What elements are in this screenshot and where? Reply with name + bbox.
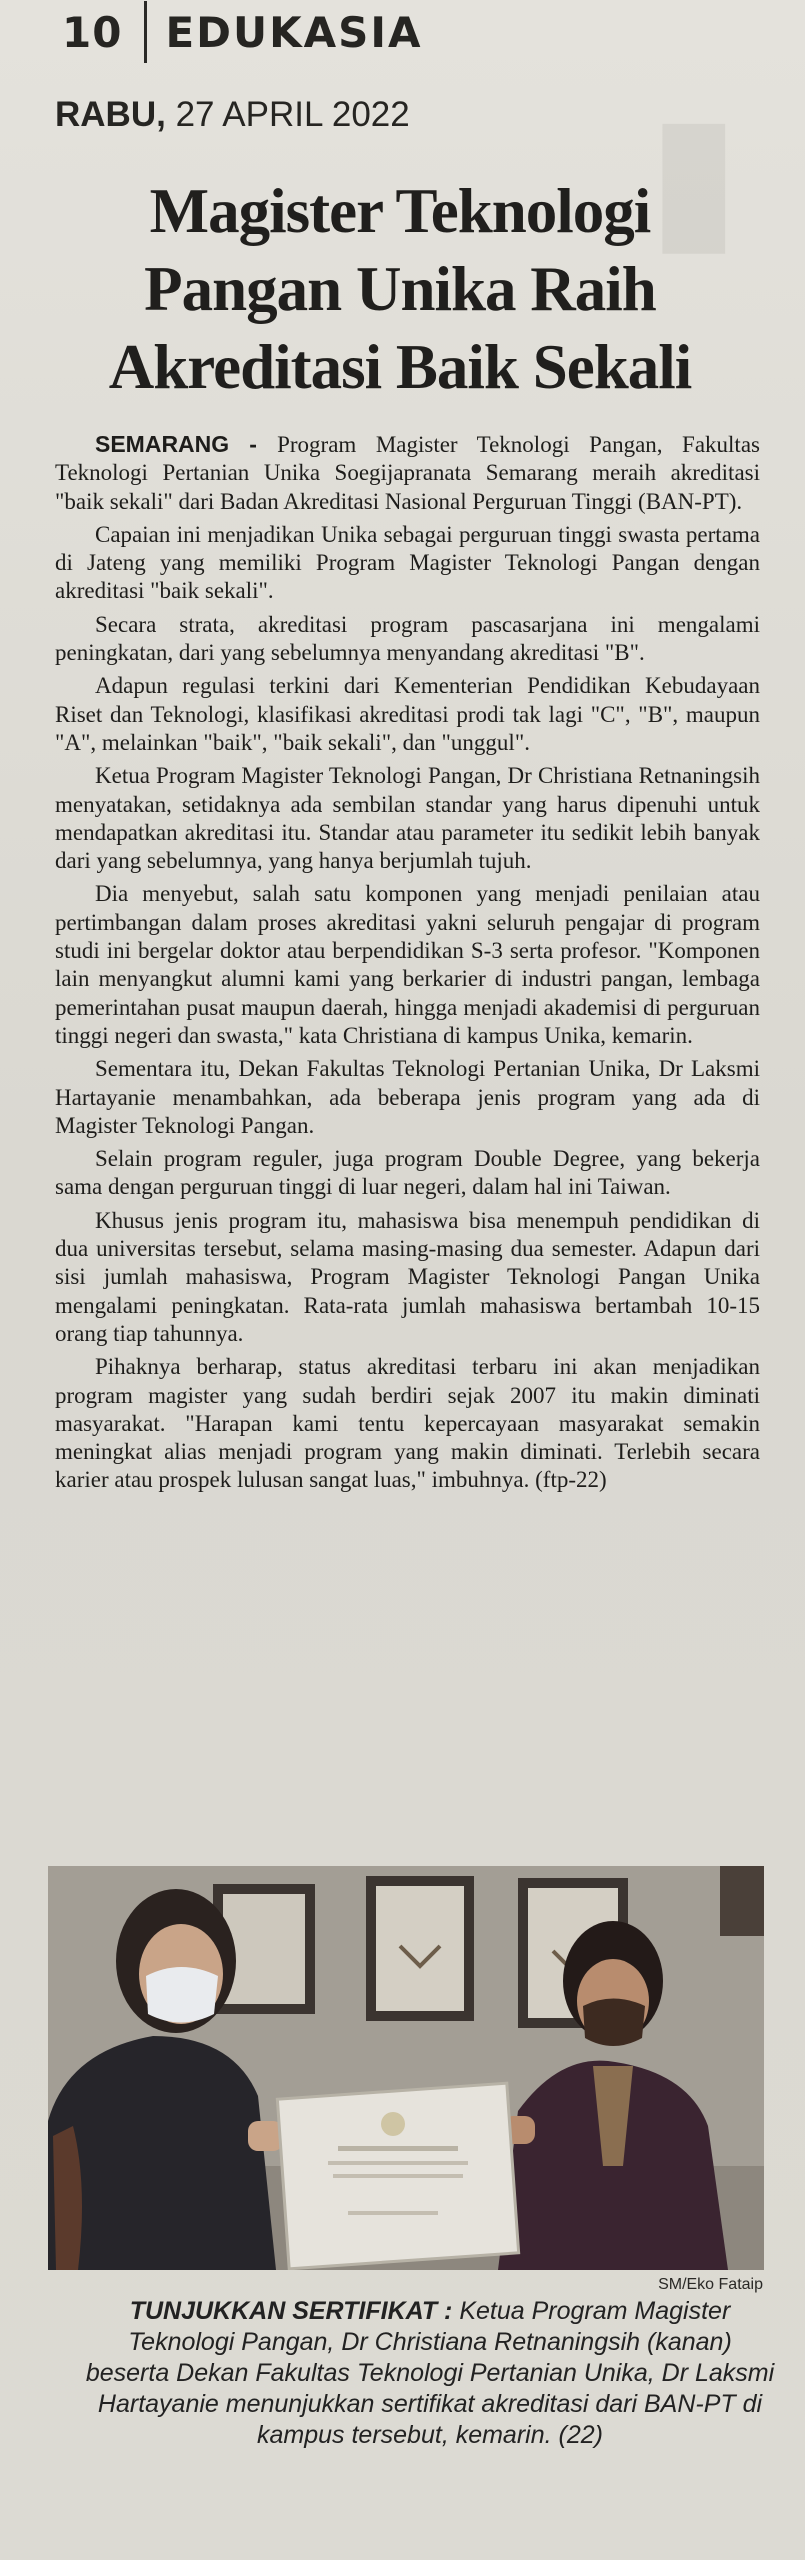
dateline-date: 27 APRIL 2022	[175, 95, 410, 134]
article-paragraph: Pihaknya berharap, status akreditasi terbaru ini akan menjadikan program magister yang sudah berdiri sejak 2007 itu makin diminati masyarakat. "Harapan kami tentu kepercayaan masyarakat semakin meningkat alias menjadi program yang makin diminati. Terlebih secara karier atau prospek lulusan sangat luas," imbuhnya. (ftp-22)	[55, 1354, 760, 1493]
dateline-day: RABU,	[55, 95, 166, 134]
headline	[40, 172, 760, 406]
article-paragraph: Dia menyebut, salah satu komponen yang menjadi penilaian atau pertimbangan dalam proses akreditasi yakni seluruh pengajar di program studi ini bergelar doktor atau berpendidikan S-3 serta profesor. "Komponen lain menyangkut alumni kami yang berkarier di industri pangan, lembaga pemerintahan pusat maupun daerah, hingga menjadi akademisi di perguruan tinggi negeri dan swasta," kata Christiana di kampus Unika, kemarin.	[55, 881, 760, 1048]
article-paragraph: Secara strata, akreditasi program pascasarjana ini mengalami peningkatan, dari yang sebelumnya menyandang akreditasi "B".	[55, 611, 760, 666]
headline-line: Pangan Unika Raih	[144, 254, 656, 324]
article-paragraph: Ketua Program Magister Teknologi Pangan, Dr Christiana Retnaningsih menyatakan, setidaknya ada sembilan standar yang harus dipenuhi untuk mendapatkan akreditasi itu. Standar atau parameter itu sedikit lebih banyak dari yang sebelumnya, yang hanya berjumlah tujuh.	[55, 763, 760, 874]
article-body	[55, 430, 760, 1500]
photo-credit: SM/Eko Fataip	[658, 2276, 763, 2293]
article-paragraph: Sementara itu, Dekan Fakultas Teknologi Pertanian Unika, Dr Laksmi Hartayanie menambahkan, ada beberapa jenis program yang ada di Magister Teknologi Pangan.	[55, 1056, 760, 1138]
page-number: 10	[62, 7, 123, 57]
wall-frame	[366, 1876, 474, 2021]
article-paragraph: SEMARANG - Program Magister Teknologi Pangan, Fakultas Teknologi Pertanian Unika Soegijapranata Semarang meraih akreditasi "baik sekali" dari Badan Akreditasi Nasional Perguruan Tinggi (BAN-PT).	[55, 431, 760, 514]
show-through-print: ▮	[647, 90, 741, 274]
article-lead: SEMARANG -	[95, 431, 278, 457]
news-photo	[48, 1866, 764, 2270]
photo-illustration	[48, 1866, 764, 2270]
article-paragraph: Khusus jenis program itu, mahasiswa bisa menempuh pendidikan di dua universitas tersebut, selama masing-masing dua semester. Adapun dari sisi jumlah mahasiswa, Program Magister Teknologi Pangan Unika mengalami peningkatan. Rata-rata jumlah mahasiswa bertambah 10-15 orang tiap tahunnya.	[55, 1207, 760, 1346]
headline-line: Magister Teknologi	[149, 176, 651, 246]
article-paragraph: Selain program reguler, juga program Double Degree, yang bekerja sama dengan perguruan tinggi di luar negeri, dalam hal ini Taiwan.	[55, 1146, 760, 1200]
photo-caption	[85, 2296, 775, 2451]
headline-line: Akreditasi Baik Sekali	[108, 332, 692, 402]
page-header	[62, 0, 805, 64]
certificate	[277, 2083, 518, 2269]
caption-title: TUNJUKKAN SERTIFIKAT :	[129, 2297, 460, 2325]
dateline	[55, 95, 410, 135]
article-paragraph: Capaian ini menjadikan Unika sebagai perguruan tinggi swasta pertama di Jateng yang memiliki Program Magister Teknologi Pangan dengan akreditasi "baik sekali".	[55, 521, 760, 604]
section-name: EDUKASIA	[165, 7, 423, 57]
caption-text: Ketua Program Magister Teknologi Pangan, Dr Christiana Retnaningsih (kanan) beserta Dekan Fakultas Teknologi Pertanian Unika, Dr Laksmi Hartayanie menunjukkan sertifikat akreditasi dari BAN-PT di kampus tersebut, kemarin. (22)	[85, 2297, 775, 2449]
header-divider	[144, 1, 147, 63]
article-paragraph: Adapun regulasi terkini dari Kementerian Pendidikan Kebudayaan Riset dan Teknologi, klasifikasi akreditasi prodi tak lagi "C", "B", maupun "A", melainkan "baik", "baik sekali", dan "unggul".	[55, 673, 760, 755]
